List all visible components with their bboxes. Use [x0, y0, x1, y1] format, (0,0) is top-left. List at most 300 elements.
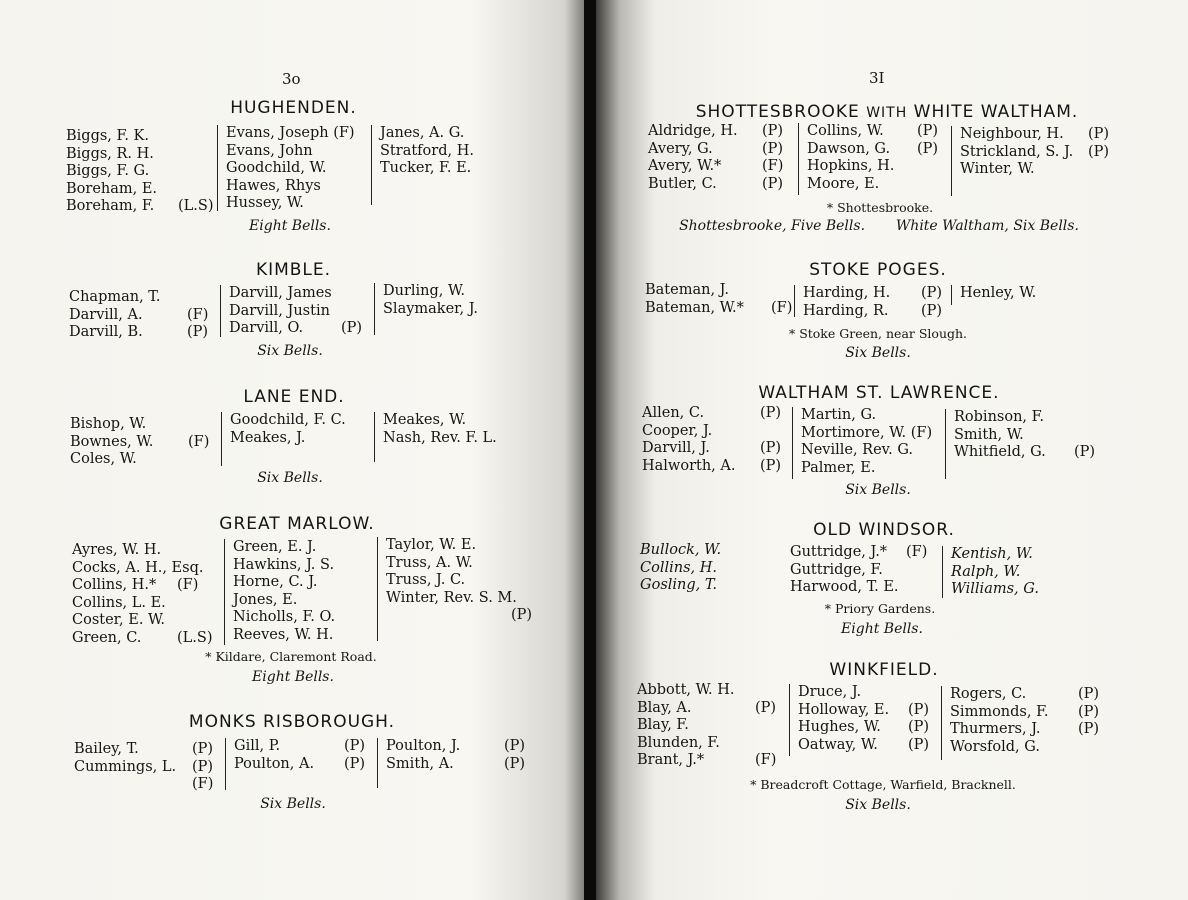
- footnote: * Kildare, Claremont Road.: [205, 649, 377, 664]
- entry-role-tag: (P): [917, 140, 939, 157]
- entry-line: [380, 143, 530, 161]
- entry-line: [954, 409, 1124, 427]
- entry-line: [386, 555, 536, 573]
- entry-name: Goodchild, W.: [226, 160, 327, 176]
- entry-role-tag: (P): [908, 701, 930, 718]
- entry-role-tag: (P): [344, 755, 366, 772]
- entry-name: Guttridge, F.: [790, 561, 883, 578]
- entry-name: Palmer, E.: [801, 459, 876, 476]
- entry-line: [637, 717, 792, 735]
- entry-role-tag: (P): [1078, 721, 1100, 737]
- entry-role-tag: (P): [344, 738, 366, 754]
- column-1: [640, 542, 795, 595]
- column-2: [794, 285, 951, 317]
- column-1: [69, 289, 219, 342]
- entry-role-tag: (P): [504, 738, 526, 754]
- column-1: [72, 542, 227, 647]
- section-waltham-st-lawrence: [636, 383, 1156, 503]
- entry-line: [66, 163, 216, 181]
- entry-name: Collins, H.*: [72, 577, 157, 593]
- entry-name: Bishop, W.: [70, 416, 147, 432]
- entry-name: Whitfield, G.: [954, 444, 1046, 460]
- entry-name: Green, C.: [72, 629, 142, 646]
- column-1: [648, 123, 803, 193]
- title-connector: WITH: [866, 105, 908, 121]
- entry-name: Smith, W.: [954, 426, 1024, 443]
- entry-name: Cocks, A. H., Esq.: [72, 559, 204, 576]
- entry-role-tag: (F): [762, 158, 784, 174]
- entry-line: [66, 128, 216, 146]
- column-1: [642, 405, 797, 475]
- entry-role-tag: (P): [921, 302, 943, 319]
- entry-name: Moore, E.: [807, 175, 880, 192]
- entry-role-tag: (F): [192, 776, 214, 792]
- entry-name: Blay, A.: [637, 699, 692, 716]
- section-old-windsor: [636, 520, 1156, 640]
- entry-line: [807, 158, 955, 176]
- entry-line: [954, 444, 1124, 462]
- entry-role-tag: (F): [771, 299, 793, 316]
- section-title: MONKS RISBOROUGH.: [188, 712, 396, 732]
- entry-line: [226, 125, 366, 143]
- column-2: [225, 738, 374, 790]
- entry-name: Truss, A. W.: [386, 554, 473, 571]
- column-2: [790, 544, 938, 598]
- entry-line: [637, 700, 792, 718]
- entry-name: Boreham, E.: [66, 180, 158, 197]
- entry-line: [960, 144, 1140, 162]
- section-title: WINKFIELD.: [829, 660, 939, 680]
- column-2: [789, 684, 946, 756]
- entry-name: Gosling, T.: [640, 577, 718, 593]
- entry-role-tag: (F): [187, 306, 209, 323]
- column-1: [70, 416, 220, 469]
- entry-line: [69, 289, 219, 307]
- entry-line: [801, 407, 949, 425]
- entry-name: Harding, H.: [803, 285, 891, 301]
- bells-note: Six Bells.: [257, 343, 323, 359]
- entry-name: Gill, P.: [234, 738, 281, 754]
- entry-name: Avery, W.*: [648, 158, 722, 174]
- entry-name: Guttridge, J.*: [790, 544, 888, 560]
- entry-line: [951, 546, 1101, 564]
- entry-role-tag: (P): [1088, 143, 1110, 160]
- entry-line: [790, 579, 938, 597]
- entry-line: [66, 181, 216, 199]
- section-shottesbrooke: [636, 102, 1156, 242]
- column-3: [945, 409, 1124, 479]
- entry-name: Meakes, J.: [230, 429, 306, 446]
- bells-note: Six Bells.: [845, 797, 911, 813]
- entry-name: Evans, Joseph (F): [226, 125, 355, 141]
- entry-line: [72, 542, 227, 560]
- entry-line: [386, 738, 536, 756]
- entry-name: Hughes, W.: [798, 719, 881, 735]
- entry-line: [386, 590, 536, 608]
- entry-line: [637, 752, 792, 770]
- entry-line: [803, 303, 951, 321]
- entry-line: [801, 442, 949, 460]
- footnote: * Shottesbrooke.: [826, 200, 934, 215]
- page-number: 3o: [282, 70, 301, 88]
- entry-line: [70, 434, 220, 452]
- entry-line: [960, 285, 1110, 303]
- bells-note: Six Bells.: [260, 796, 326, 812]
- entry-name: Darvill, B.: [69, 324, 143, 340]
- entry-name: Bullock, W.: [640, 542, 722, 558]
- title-part: WHITE WALTHAM.: [913, 102, 1079, 122]
- entry-name: Rogers, C.: [950, 686, 1027, 702]
- column-1: [637, 682, 792, 770]
- entry-name: Butler, C.: [648, 175, 717, 192]
- entry-name: Durling, W.: [383, 283, 465, 299]
- column-3: [377, 738, 536, 788]
- entry-name: Brant, J.*: [637, 752, 705, 768]
- entry-role-tag: (P): [908, 719, 930, 735]
- entry-line: [951, 581, 1101, 599]
- footnote: * Priory Gardens.: [824, 601, 936, 616]
- section-winkfield: [636, 660, 1156, 820]
- section-great-marlow: [60, 514, 540, 689]
- entry-name: Chapman, T.: [69, 289, 161, 305]
- entry-line: [645, 300, 800, 318]
- entry-line: [803, 285, 951, 303]
- entry-role-tag: (F): [177, 577, 199, 593]
- entry-line: [229, 303, 377, 321]
- entry-name: Slaymaker, J.: [383, 300, 479, 317]
- bells-shottesbrooke: Shottesbrooke, Five Bells.: [679, 218, 866, 234]
- entry-name: Harding, R.: [803, 302, 889, 319]
- entry-line: [380, 125, 530, 143]
- section-title: STOKE POGES.: [809, 260, 947, 280]
- entry-line: [380, 160, 530, 178]
- entry-name: Nash, Rev. F. L.: [383, 429, 497, 446]
- entry-line: [642, 423, 797, 441]
- entry-role-tag: (P): [921, 285, 943, 301]
- entry-name: Biggs, R. H.: [66, 145, 154, 162]
- entry-name: Abbott, W. H.: [637, 682, 735, 698]
- entry-line: [951, 564, 1101, 582]
- footnote: * Stoke Green, near Slough.: [788, 326, 968, 341]
- entry-line: [640, 560, 795, 578]
- entry-line: [72, 560, 227, 578]
- entry-line: [234, 756, 374, 774]
- entry-name: Bailey, T.: [74, 741, 139, 757]
- footnote: * Breadcroft Cottage, Warfield, Bracknell.: [750, 777, 1016, 792]
- entry-name: Simmonds, F.: [950, 703, 1049, 720]
- column-2: [220, 285, 377, 337]
- entry-name: Holloway, E.: [798, 701, 890, 718]
- entry-line: [950, 686, 1115, 704]
- section-title: OLD WINDSOR.: [813, 520, 955, 540]
- entry-line: [798, 684, 946, 702]
- entry-name: Meakes, W.: [383, 412, 467, 428]
- bells-note: Eight Bells.: [841, 621, 923, 637]
- entry-line: [233, 627, 373, 645]
- entry-name: Truss, J. C.: [386, 572, 466, 588]
- entry-name: Collins, W.: [807, 123, 884, 139]
- entry-name: Tucker, F. E.: [380, 160, 472, 176]
- entry-line: [790, 544, 938, 562]
- entry-line: [74, 759, 224, 777]
- entry-name: Martin, G.: [801, 407, 877, 423]
- entry-name: Hussey, W.: [226, 195, 304, 211]
- entry-line: [74, 776, 224, 794]
- entry-name: Stratford, H.: [380, 142, 474, 159]
- column-3: [951, 126, 1140, 196]
- bells-note: Six Bells.: [257, 470, 323, 486]
- entry-line: [648, 158, 803, 176]
- entry-role-tag: (P): [762, 140, 784, 157]
- entry-role-tag: (F): [906, 544, 928, 560]
- entry-role-tag: (P): [762, 175, 784, 192]
- entry-name: Smith, A.: [386, 755, 454, 772]
- entry-line: [226, 195, 366, 213]
- entry-name: Allen, C.: [642, 405, 705, 421]
- entry-name: Blunden, F.: [637, 734, 720, 751]
- entry-name: Strickland, S. J.: [960, 143, 1074, 160]
- entry-name: Kentish, W.: [951, 546, 1033, 562]
- entry-name: Nicholls, F. O.: [233, 609, 336, 625]
- entry-line: [69, 324, 219, 342]
- entry-name: Poulton, A.: [234, 755, 315, 772]
- entry-role-tag: (F): [755, 752, 777, 768]
- entry-line: [642, 405, 797, 423]
- entry-line: [807, 141, 955, 159]
- column-3: [942, 546, 1101, 598]
- entry-name: Neighbour, H.: [960, 126, 1064, 142]
- entry-line: [383, 430, 543, 448]
- entry-name: Biggs, F. K.: [66, 128, 149, 144]
- entry-line: [74, 741, 224, 759]
- entry-role-tag: (P): [341, 320, 363, 336]
- entry-name: Halworth, A.: [642, 457, 736, 474]
- right-page: [596, 0, 1188, 900]
- entry-role-tag: (P): [192, 741, 214, 757]
- entry-name: Jones, E.: [233, 591, 298, 608]
- entry-line: [798, 719, 946, 737]
- section-stoke-poges: [636, 260, 1156, 370]
- entry-name: Hawkins, J. S.: [233, 556, 335, 573]
- entry-line: [386, 572, 536, 590]
- column-3: [371, 125, 530, 205]
- entry-line: [798, 737, 946, 755]
- entry-name: Winter, W.: [960, 161, 1035, 177]
- entry-name: Goodchild, F. C.: [230, 412, 346, 428]
- entry-line: [229, 285, 377, 303]
- entry-role-tag: (P): [1078, 703, 1100, 720]
- entry-name: Neville, Rev. G.: [801, 442, 914, 458]
- entry-name: Taylor, W. E.: [386, 537, 477, 553]
- entry-role-tag: (P): [760, 457, 782, 474]
- column-2: [798, 123, 955, 195]
- entry-line: [226, 143, 366, 161]
- entry-name: Collins, H.: [640, 559, 717, 576]
- entry-name: Darvill, James: [229, 285, 332, 301]
- bells-note: Eight Bells.: [249, 218, 331, 234]
- entry-line: [960, 126, 1140, 144]
- entry-name: Bownes, W.: [70, 433, 154, 450]
- entry-line: [72, 595, 227, 613]
- entry-name: Blay, F.: [637, 717, 689, 733]
- entry-name: Evans, John: [226, 142, 313, 159]
- entry-line: [66, 198, 216, 216]
- entry-name: Worsfold, G.: [950, 738, 1040, 755]
- entry-name: Oatway, W.: [798, 736, 878, 753]
- bells-white-waltham: White Waltham, Six Bells.: [895, 218, 1079, 234]
- entry-role-tag: (P): [187, 324, 209, 340]
- section-title: KIMBLE.: [255, 260, 332, 280]
- entry-line: [69, 307, 219, 325]
- bells-note: Eight Bells.: [252, 669, 334, 685]
- entry-line: [233, 574, 373, 592]
- entry-name: Horne, C. J.: [233, 574, 318, 590]
- entry-line: [383, 283, 533, 301]
- column-3: [951, 285, 1110, 305]
- entry-line: [640, 577, 795, 595]
- page-number: 3I: [869, 69, 885, 87]
- entry-name: Poulton, J.: [386, 738, 461, 754]
- column-1: [66, 128, 216, 216]
- entry-role-tag: (P): [917, 123, 939, 139]
- entry-line: [72, 577, 227, 595]
- entry-line: [950, 721, 1115, 739]
- section-title: WALTHAM ST. LAWRENCE.: [758, 383, 1000, 403]
- entry-role-tag: (L.S): [178, 198, 214, 214]
- entry-name: Coster, E. W.: [72, 612, 166, 628]
- bells-note: Six Bells.: [845, 345, 911, 361]
- entry-name: Harwood, T. E.: [790, 579, 899, 595]
- entry-role-tag: (F): [188, 433, 210, 450]
- entry-line: [233, 539, 373, 557]
- entry-name: Bateman, J.: [645, 282, 729, 298]
- column-1: [645, 282, 800, 317]
- column-2: [221, 412, 378, 466]
- bells-note: Six Bells.: [845, 482, 911, 498]
- entry-line: [648, 176, 803, 194]
- entry-role-tag: (P): [908, 736, 930, 753]
- column-2: [224, 539, 373, 645]
- section-title: [618, 102, 1156, 122]
- entry-name: Green, E. J.: [233, 539, 317, 555]
- entry-role-tag: (P): [760, 405, 782, 421]
- column-3: [377, 537, 536, 641]
- entry-line: [637, 735, 792, 753]
- entry-line: [954, 427, 1124, 445]
- entry-line: [645, 282, 800, 300]
- entry-line: [648, 123, 803, 141]
- entry-name: Williams, G.: [951, 581, 1039, 597]
- entry-name: Collins, L. E.: [72, 594, 166, 611]
- entry-line: [790, 562, 938, 580]
- entry-name: Janes, A. G.: [380, 125, 465, 141]
- entry-line: [950, 739, 1115, 757]
- entry-line: [226, 178, 366, 196]
- entry-line: [386, 607, 536, 625]
- entry-name: Dawson, G.: [807, 140, 891, 157]
- entry-name: Druce, J.: [798, 684, 862, 700]
- entry-name: Henley, W.: [960, 285, 1037, 301]
- column-1: [74, 741, 224, 794]
- section-monks-risborough: [60, 712, 540, 822]
- entry-name: Avery, G.: [648, 140, 713, 157]
- entry-name: Winter, Rev. S. M.: [386, 589, 517, 606]
- entry-line: [226, 160, 366, 178]
- entry-name: Darvill, J.: [642, 440, 710, 456]
- section-hughenden: [60, 98, 540, 238]
- entry-name: Cooper, J.: [642, 422, 713, 439]
- column-3: [374, 412, 543, 462]
- entry-line: [801, 460, 949, 478]
- bells-note: [602, 218, 1156, 234]
- entry-line: [950, 704, 1115, 722]
- entry-line: [386, 756, 536, 774]
- entry-name: Darvill, Justin: [229, 302, 330, 319]
- entry-name: Darvill, A.: [69, 306, 143, 323]
- entry-line: [383, 301, 533, 319]
- entry-name: Cummings, L.: [74, 758, 177, 775]
- entry-name: Biggs, F. G.: [66, 163, 150, 179]
- entry-line: [807, 123, 955, 141]
- entry-line: [229, 320, 377, 338]
- entry-role-tag: (P): [504, 755, 526, 772]
- entry-name: Mortimore, W. (F): [801, 424, 933, 441]
- entry-role-tag: (P): [762, 123, 784, 139]
- entry-line: [233, 592, 373, 610]
- left-page: [0, 0, 588, 900]
- column-2: [217, 125, 366, 211]
- entry-line: [70, 416, 220, 434]
- entry-line: [637, 682, 792, 700]
- entry-line: [230, 430, 378, 448]
- entry-role-tag: (P): [755, 699, 777, 716]
- entry-name: Thurmers, J.: [950, 721, 1041, 737]
- entry-name: Ralph, W.: [951, 563, 1021, 580]
- entry-name: Bateman, W.*: [645, 299, 744, 316]
- section-kimble: [60, 260, 540, 370]
- entry-role-tag: (L.S): [177, 629, 213, 646]
- column-2: [792, 407, 949, 479]
- entry-line: [801, 425, 949, 443]
- entry-name: Aldridge, H.: [648, 123, 738, 139]
- section-lane-end: [60, 387, 540, 497]
- entry-line: [648, 141, 803, 159]
- section-title: HUGHENDEN.: [230, 98, 357, 118]
- entry-line: [72, 630, 227, 648]
- entry-line: [642, 440, 797, 458]
- entry-name: Hopkins, H.: [807, 158, 895, 174]
- entry-line: [234, 738, 374, 756]
- entry-name: Coles, W.: [70, 451, 137, 467]
- entry-line: [383, 412, 543, 430]
- entry-line: [807, 176, 955, 194]
- entry-role-tag: (P): [511, 607, 533, 623]
- entry-name: Darvill, O.: [229, 320, 304, 336]
- entry-role-tag: (P): [760, 440, 782, 456]
- column-3: [374, 283, 533, 335]
- entry-role-tag: (P): [192, 758, 214, 775]
- entry-line: [386, 537, 536, 555]
- entry-name: Reeves, W. H.: [233, 626, 334, 643]
- entry-line: [233, 609, 373, 627]
- entry-role-tag: (P): [1088, 126, 1110, 142]
- title-part: SHOTTESBROOKE: [695, 102, 860, 122]
- entry-line: [66, 146, 216, 164]
- entry-line: [70, 451, 220, 469]
- entry-name: Hawes, Rhys: [226, 177, 321, 194]
- entry-role-tag: (P): [1074, 444, 1096, 460]
- entry-line: [72, 612, 227, 630]
